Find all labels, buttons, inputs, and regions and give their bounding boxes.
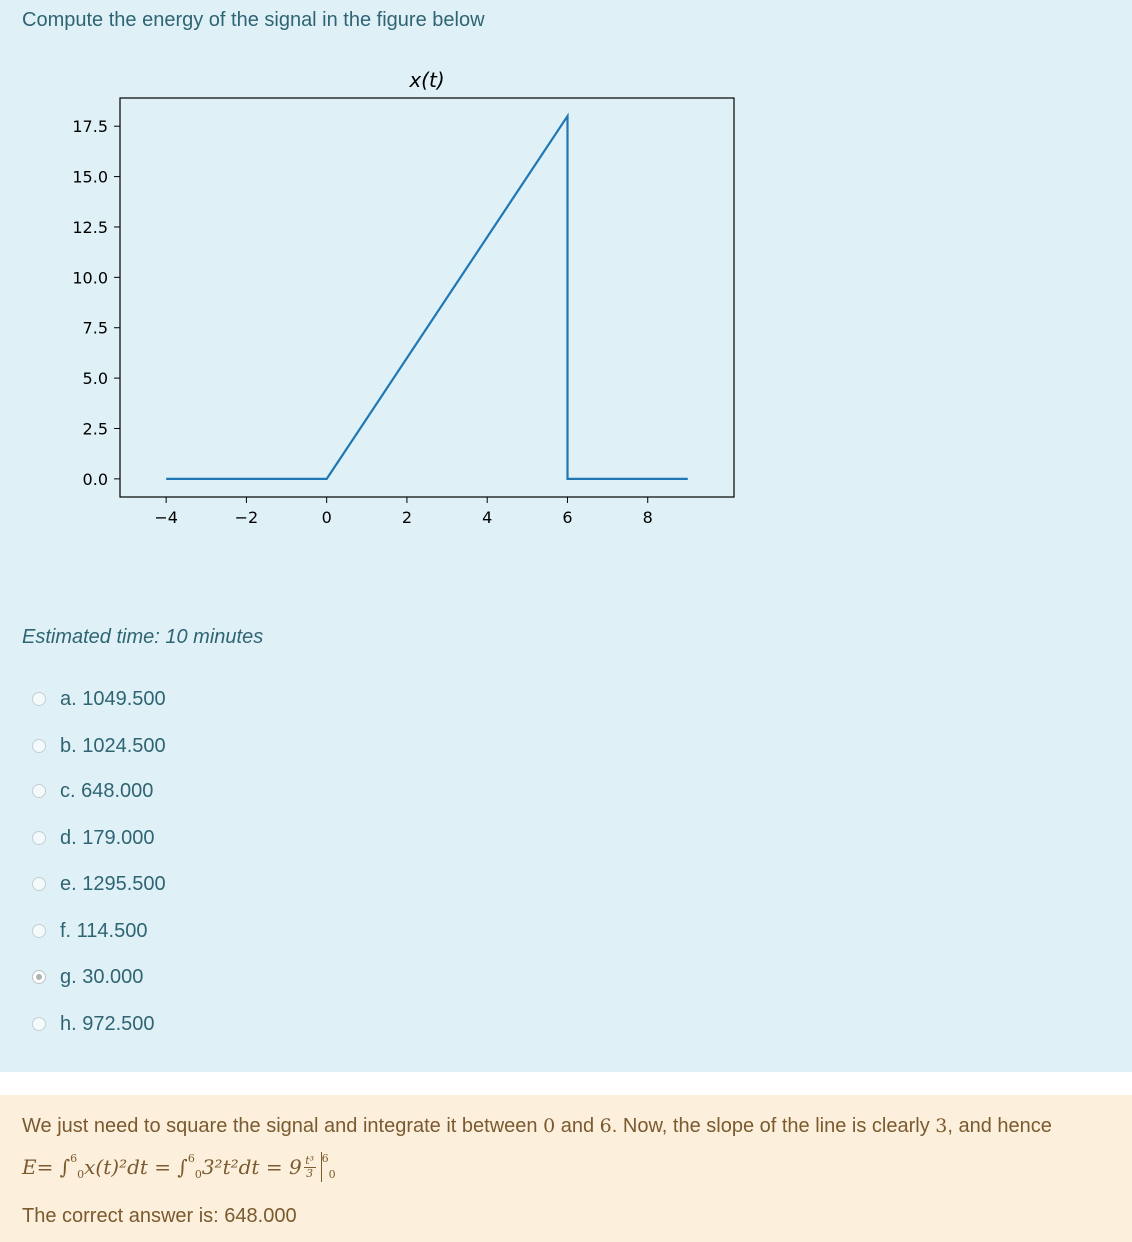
chart-title: x(t)	[409, 68, 445, 92]
x-tick-label: 2	[401, 508, 413, 527]
formula-part: x(t)²dt = ∫	[84, 1155, 188, 1179]
option-label: h. 972.500	[60, 1012, 155, 1035]
option-d[interactable]	[32, 823, 332, 853]
plot-frame	[120, 98, 734, 497]
y-tick-label: 2.5	[82, 419, 108, 439]
y-tick-label: 0.0	[82, 469, 108, 489]
x-axis	[154, 497, 652, 527]
question-prompt: Compute the energy of the signal in the figure below	[22, 9, 485, 31]
feedback-panel	[0, 1095, 1132, 1242]
y-tick-label: 5.0	[82, 369, 108, 389]
x-tick-label: 4	[482, 508, 493, 527]
radio-button[interactable]	[32, 692, 46, 706]
radio-button[interactable]	[32, 784, 46, 798]
y-tick-label: 12.5	[72, 217, 108, 237]
x-tick-label: 6	[562, 508, 573, 527]
option-label: d. 179.000	[60, 826, 155, 849]
option-label: g. 30.000	[60, 965, 144, 988]
fraction-numerator: t³	[305, 1153, 315, 1167]
option-c[interactable]	[32, 776, 332, 806]
formula-part: E	[22, 1155, 37, 1179]
option-label: a. 1049.500	[60, 687, 166, 710]
math-value: 0	[543, 1115, 556, 1137]
formula-fraction	[304, 1155, 316, 1180]
formula-bound: 6	[321, 1151, 329, 1165]
formula-bound: 6	[187, 1151, 195, 1165]
radio-button[interactable]	[32, 924, 46, 938]
energy-formula	[22, 1147, 336, 1187]
option-label: e. 1295.500	[60, 872, 166, 895]
estimated-time: Estimated time: 10 minutes	[22, 626, 264, 648]
formula-bound: 6	[70, 1151, 78, 1165]
y-tick-label: 7.5	[82, 318, 108, 338]
option-label: b. 1024.500	[60, 734, 166, 757]
signal-line	[166, 116, 688, 479]
formula-part: = ∫	[36, 1155, 71, 1179]
option-e[interactable]	[32, 869, 332, 899]
feedback-text: , and hence	[947, 1115, 1052, 1137]
formula-bound: 0	[328, 1167, 336, 1181]
formula-bound: 0	[77, 1167, 85, 1181]
correct-answer: The correct answer is: 648.000	[22, 1205, 297, 1227]
radio-button-selected[interactable]	[32, 970, 46, 984]
y-tick-label: 15.0	[72, 167, 108, 187]
math-value: 6	[599, 1115, 612, 1137]
x-tick-label: −2	[234, 508, 259, 527]
x-tick-label: 8	[642, 508, 653, 527]
feedback-text: and	[555, 1115, 600, 1137]
y-tick-label: 10.0	[72, 268, 108, 288]
formula-bound: 0	[194, 1167, 202, 1181]
radio-button[interactable]	[32, 1017, 46, 1031]
option-b[interactable]	[32, 731, 332, 761]
y-tick-label: 17.5	[72, 117, 108, 137]
radio-button[interactable]	[32, 831, 46, 845]
formula-part: 3²t²dt = 9	[201, 1155, 302, 1179]
math-value: 3	[935, 1115, 948, 1137]
option-f[interactable]	[32, 916, 332, 946]
radio-button[interactable]	[32, 739, 46, 753]
fraction-denominator: 3	[306, 1166, 314, 1180]
signal-chart	[0, 60, 800, 580]
option-g[interactable]	[32, 962, 332, 992]
option-h[interactable]	[32, 1009, 332, 1039]
option-label: c. 648.000	[60, 779, 154, 802]
x-tick-label: 0	[321, 508, 332, 527]
feedback-text: . Now, the slope of the line is clearly	[611, 1115, 936, 1137]
x-tick-label: −4	[154, 508, 178, 527]
radio-button[interactable]	[32, 877, 46, 891]
y-axis	[72, 117, 120, 489]
feedback-explanation	[22, 1115, 1052, 1138]
option-a[interactable]	[32, 684, 332, 714]
feedback-text: We just need to square the signal and integrate it between	[22, 1115, 544, 1137]
option-label: f. 114.500	[60, 919, 148, 942]
